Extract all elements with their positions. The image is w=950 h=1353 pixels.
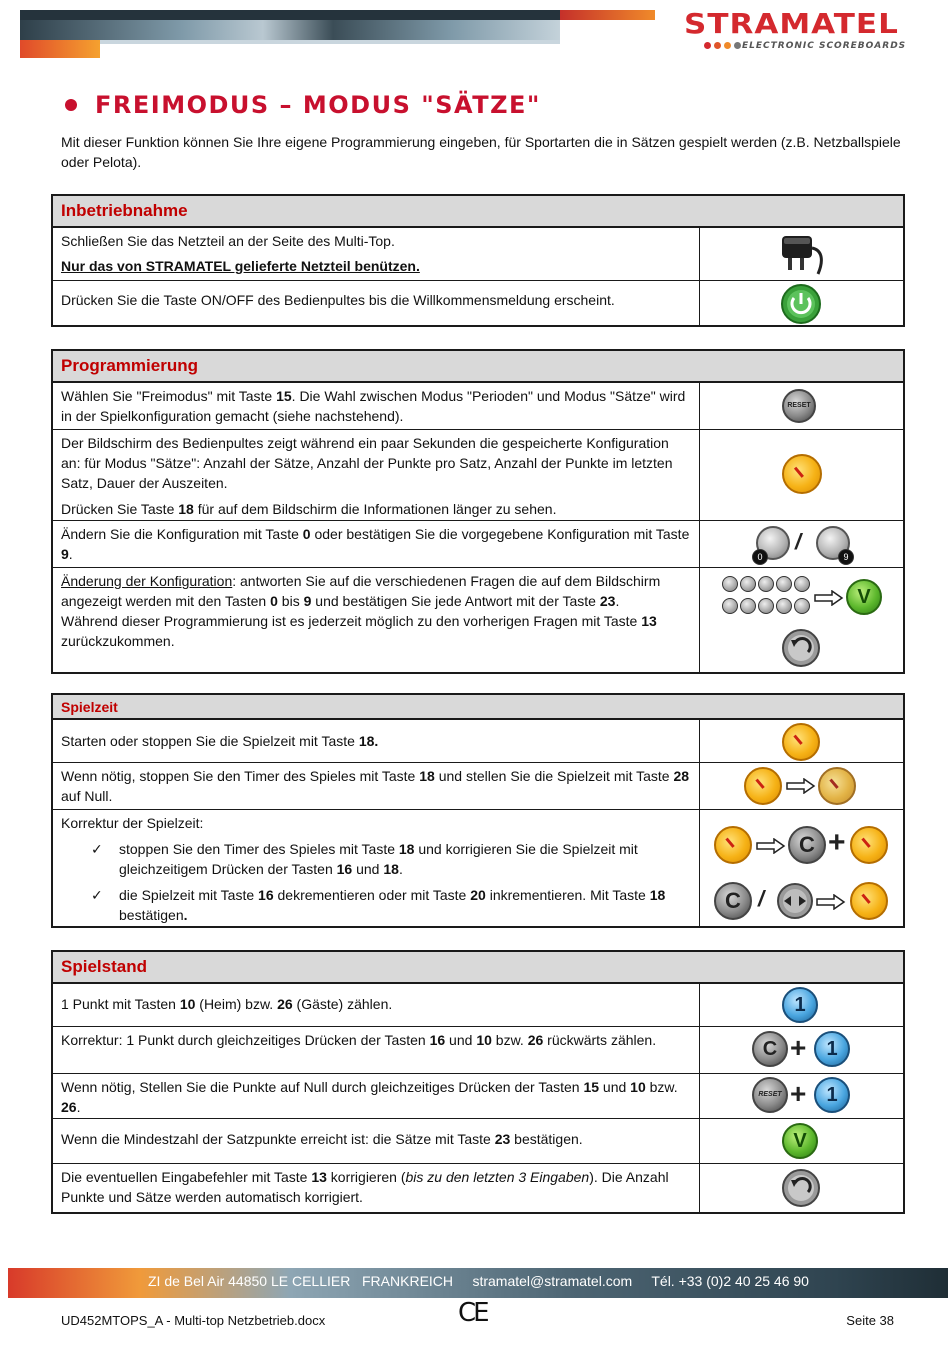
logo-dots	[704, 42, 741, 49]
slash-separator: /	[795, 529, 802, 554]
digit-label-0: 0	[752, 549, 768, 565]
text-line: Schließen Sie das Netzteil an der Seite des Multi-Top.	[61, 233, 395, 249]
key-number: 18.	[358, 733, 379, 749]
table-row	[53, 809, 903, 926]
row-image	[699, 984, 903, 1026]
arrow-right-icon	[756, 838, 786, 854]
validate-key-icon: V	[782, 1123, 818, 1159]
key-number: 10	[179, 996, 196, 1012]
row-image	[699, 810, 903, 926]
text: (Gäste) zählen.	[292, 996, 393, 1012]
table-row	[53, 280, 903, 325]
check-item	[61, 885, 691, 925]
digit-label-9: 9	[838, 549, 854, 565]
key-number: 16	[429, 1032, 446, 1048]
page-title: FREIMODUS – MODUS "SÄTZE"	[95, 91, 541, 119]
row-text	[53, 228, 699, 280]
keypad-key	[758, 598, 774, 614]
table-row	[53, 227, 903, 280]
row-text	[53, 430, 699, 520]
table-row	[53, 567, 903, 672]
row-text	[53, 1074, 699, 1118]
text: Die eventuellen Eingabefehler mit Taste	[61, 1169, 312, 1185]
table-row	[53, 1118, 903, 1163]
row-text	[53, 383, 699, 429]
arrows-key-icon	[776, 882, 814, 920]
intro-text: Mit dieser Funktion können Sie Ihre eigene Programmierung eingeben, für Sportarten die in Sätzen gespielt werden (z.B. Netzballspiele oder Pelota).	[61, 134, 901, 170]
text: bzw.	[645, 1079, 678, 1095]
key-number: 18	[419, 768, 435, 784]
row-image	[699, 763, 903, 809]
key-number: 9	[303, 593, 312, 609]
arrow-right-icon	[816, 894, 846, 910]
italic-text: bis zu den letzten 3 Eingaben	[405, 1169, 590, 1185]
row-text: Drücken Sie die Taste ON/OFF des Bedienpultes bis die Willkommensmeldung erscheint.	[61, 292, 615, 308]
row-text	[53, 720, 699, 762]
arrow-right-icon	[814, 590, 844, 606]
text: und	[445, 1032, 477, 1048]
key-number: 10	[476, 1032, 492, 1048]
text: Korrektur der Spielzeit:	[61, 815, 204, 831]
text: .	[68, 546, 73, 562]
table-row	[53, 1073, 903, 1118]
text: stoppen Sie den Timer des Spieles mit Taste	[119, 841, 399, 857]
key-number: 20	[470, 887, 486, 903]
key-number: 18	[398, 841, 415, 857]
section-title	[65, 88, 541, 122]
row-image	[699, 521, 903, 567]
plus-sign: +	[790, 1078, 807, 1109]
table-programmierung	[51, 349, 905, 674]
clock-key-icon	[782, 454, 822, 494]
text: Ändern Sie die Konfiguration mit Taste	[61, 526, 303, 542]
text: oder bestätigen Sie die vorgegebene Konfiguration mit Taste	[310, 526, 690, 542]
row-image	[699, 228, 903, 280]
key-number: 10	[630, 1079, 646, 1095]
text: rückwärts zählen.	[543, 1032, 657, 1048]
table-heading: Programmierung	[53, 351, 903, 382]
check-text	[119, 885, 691, 925]
table-inbetriebnahme	[51, 194, 905, 327]
text: auf Null.	[61, 788, 113, 804]
text: die Spielzeit mit Taste	[119, 887, 259, 903]
row-text	[53, 810, 699, 926]
text: zurückzukommen.	[61, 633, 175, 649]
c-key-icon: C	[714, 882, 752, 920]
table-heading: Spielzeit	[53, 695, 903, 719]
text	[61, 611, 691, 651]
text: Wählen Sie "Freimodus" mit Taste	[61, 388, 277, 404]
plus-sign: +	[828, 826, 846, 859]
key-number: 0	[270, 593, 278, 609]
text: Starten oder stoppen Sie die Spielzeit mit Taste	[61, 733, 359, 749]
page-number: Seite 38	[846, 1313, 894, 1328]
clock-key-icon	[714, 826, 752, 864]
warning-line: Nur das von STRAMATEL gelieferte Netzteil benützen.	[61, 258, 420, 274]
table-row	[53, 762, 903, 809]
text: .	[76, 1099, 81, 1115]
reset-key-icon: RESET	[752, 1077, 788, 1113]
logo-text: STRAMATEL	[684, 8, 899, 41]
keypad-key	[776, 576, 792, 592]
key-number: 15	[276, 388, 292, 404]
text: ). Die Anzahl Punkte und Sätze werden automatisch korrigiert.	[61, 1169, 669, 1205]
keypad-key	[794, 576, 810, 592]
power-button-icon	[780, 283, 822, 325]
clock-key-icon	[782, 723, 820, 761]
text: inkrementieren. Mit Taste	[485, 887, 650, 903]
row-text	[53, 763, 699, 809]
table-row	[53, 983, 903, 1026]
row-text	[53, 568, 699, 672]
title-bullet	[65, 99, 77, 111]
table-spielzeit	[51, 693, 905, 928]
row-text	[53, 521, 699, 567]
text: bis	[277, 593, 304, 609]
row-text	[53, 984, 699, 1026]
text: Wenn die Mindestzahl der Satzpunkte erreicht ist: die Sätze mit Taste	[61, 1131, 495, 1147]
text: und korrigieren Sie die Spielzeit mit gleichzeitigem Drücken der Tasten	[119, 841, 638, 877]
keypad-key	[794, 598, 810, 614]
key-number: 0	[302, 526, 311, 542]
key-number: 26	[277, 996, 293, 1012]
row-image	[699, 720, 903, 762]
table-spielstand	[51, 950, 905, 1214]
clock-key-icon	[850, 882, 888, 920]
header-band-light	[100, 40, 560, 44]
undo-key-icon	[780, 1167, 822, 1209]
table-row	[53, 719, 903, 762]
keypad-key	[722, 576, 738, 592]
key-number: 18	[383, 861, 399, 877]
key-number: 18	[178, 501, 194, 517]
table-row	[53, 520, 903, 567]
key-number: 16	[336, 861, 353, 877]
power-supply-icon	[774, 230, 830, 278]
keypad-key	[740, 576, 756, 592]
clock-key-icon	[744, 767, 782, 805]
c-key-icon: C	[752, 1031, 788, 1067]
keypad-key	[776, 598, 792, 614]
text: .	[615, 593, 620, 609]
plus-sign: +	[790, 1032, 807, 1063]
text: Wenn nötig, Stellen Sie die Punkte auf Null durch gleichzeitiges Drücken der Tasten	[61, 1079, 584, 1095]
validate-key-icon: V	[846, 579, 882, 615]
table-heading: Inbetriebnahme	[53, 196, 903, 227]
text: und stellen Sie die Spielzeit mit Taste	[434, 768, 674, 784]
keypad-key	[722, 598, 738, 614]
row-image	[699, 568, 903, 672]
ce-mark-icon: CE	[458, 1298, 487, 1328]
key-number: 13	[311, 1169, 327, 1185]
row-image	[699, 383, 903, 429]
check-icon: ✓	[91, 887, 103, 903]
row-image	[699, 1164, 903, 1212]
text: Drücken Sie Taste	[61, 501, 179, 517]
table-row	[53, 429, 903, 520]
key-number: 23	[599, 593, 616, 609]
table-row	[53, 1026, 903, 1073]
key-number: 23	[494, 1131, 511, 1147]
stramatel-logo	[684, 8, 940, 56]
key-number: 28	[673, 768, 690, 784]
keypad-key	[758, 576, 774, 592]
keypad-key	[740, 598, 756, 614]
header-band-orange	[560, 10, 655, 20]
text: Korrektur: 1 Punkt durch gleichzeitiges Drücken der Tasten	[61, 1032, 430, 1048]
text: bestätigen.	[510, 1131, 583, 1147]
footer-contact: ZI de Bel Air 44850 LE CELLIER FRANKREICH stramatel@stramatel.com Tél. +33 (0)2 40 25 46 90	[148, 1273, 809, 1289]
row-image	[699, 1027, 903, 1073]
score-key-icon: 1	[814, 1077, 850, 1113]
key-number: 13	[641, 613, 657, 629]
text: .	[398, 861, 403, 877]
text: (Heim) bzw.	[195, 996, 278, 1012]
text	[61, 571, 691, 611]
text: .	[183, 907, 188, 923]
text: und	[352, 861, 384, 877]
arrow-right-icon	[786, 778, 816, 794]
text	[61, 499, 691, 519]
document-name: UD452MTOPS_A - Multi-top Netzbetrieb.docx	[61, 1313, 326, 1328]
table-heading: Spielstand	[53, 952, 903, 983]
text: bzw.	[491, 1032, 528, 1048]
slash-separator: /	[758, 886, 765, 911]
table-row	[53, 1163, 903, 1212]
key-number: 9	[61, 546, 69, 562]
table-row	[53, 382, 903, 429]
key-number: 15	[583, 1079, 600, 1095]
row-image	[699, 281, 903, 325]
text: Während dieser Programmierung ist es jederzeit möglich zu den vorherigen Fragen mit Taste	[61, 613, 642, 629]
text: Wenn nötig, stoppen Sie den Timer des Spieles mit Taste	[61, 768, 420, 784]
text: für auf dem Bildschirm die Informationen länger zu sehen.	[193, 501, 557, 517]
reset-key-icon: RESET	[782, 389, 816, 423]
row-text	[53, 1164, 699, 1212]
header-band-accent	[20, 40, 100, 58]
row-text	[53, 1119, 699, 1163]
header-band-steel	[20, 20, 560, 40]
score-key-icon: 1	[782, 987, 818, 1023]
text: : antworten Sie auf die verschiedenen Fragen die auf dem Bildschirm angezeigt werden mit den Tasten	[61, 573, 661, 609]
undo-key-icon	[780, 628, 822, 668]
clock-key-icon	[850, 826, 888, 864]
logo-subtext: ELECTRONIC SCOREBOARDS	[742, 41, 907, 51]
text: bestätigen	[119, 907, 184, 923]
reset-time-key-icon	[818, 767, 856, 805]
key-number: 18	[649, 887, 666, 903]
key-number: 16	[258, 887, 274, 903]
text: 1 Punkt mit Tasten	[61, 996, 180, 1012]
check-icon: ✓	[91, 841, 103, 857]
key-number: 26	[527, 1032, 544, 1048]
row-image	[699, 1074, 903, 1118]
row-text	[53, 1027, 699, 1073]
text: und	[599, 1079, 631, 1095]
page-header	[0, 0, 950, 70]
text: und bestätigen Sie jede Antwort mit der Taste	[311, 593, 600, 609]
underlined-text: Änderung der Konfiguration	[61, 573, 233, 589]
c-key-icon: C	[788, 826, 826, 864]
text: dekrementieren oder mit Taste	[273, 887, 471, 903]
text: Der Bildschirm des Bedienpultes zeigt während ein paar Sekunden die gespeicherte Konfiguration an: für Modus "Sätze": Anzahl der Sätze, Anzahl der Punkte pro Satz, Anzahl der Punkte im letzten Satz, Dauer der Auszeiten.	[61, 435, 673, 491]
check-item	[61, 839, 691, 879]
text: . Die Wahl zwischen Modus "Perioden" und Modus "Sätze" wird in der Spielkonfiguration gemacht (siehe nachstehend).	[61, 388, 686, 424]
check-text	[119, 839, 691, 879]
row-image	[699, 430, 903, 520]
text: korrigieren (	[326, 1169, 406, 1185]
row-image	[699, 1119, 903, 1163]
score-key-icon: 1	[814, 1031, 850, 1067]
key-number: 26	[61, 1099, 77, 1115]
